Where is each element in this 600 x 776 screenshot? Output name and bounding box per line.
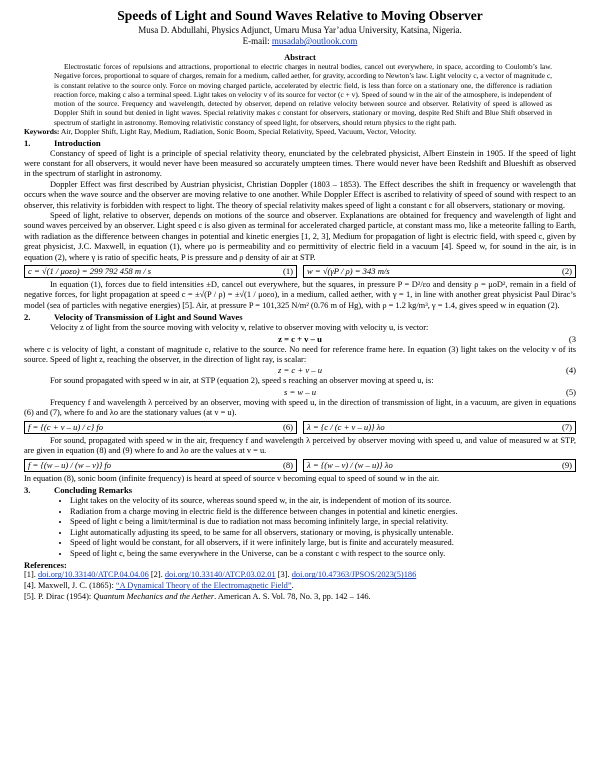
abstract-text: Electrostatic forces of repulsions and attractions, proportional to electric charges in neutral bodies, cancel out everywhere, in space, according to Coulomb’s law. Negative forces, proportional to square of charges, remain for a medium, called aether, for gravity, according to Newton’s law. Light velocity c, a vector of magnitude c, is constant relative to the source only. Force on moving charged particle, accelerated by electric field, is less than force on a stationary one, the difference is radiation reaction force, making c also a terminal speed. Light takes on velocity v of its source for vector (c + v). Speed of sound w in the air of the atmosphere, is independent of motion of the source. Frequency and wavelength, detected by observer, depend on relative velocity between source and observer. Relativity of speed is allowed as Doppler Shift in sound but denied in light waves. Special relativity makes c constant for observers, stationary or moving, despite Red Shift and Blue Shift observed in spectrum of starlight in astronomy. Removing relativistic constancy of speed light, for observers, should return physics to the right path. (54, 62, 552, 127)
reference-1-link[interactable]: doi.org/10.33140/ATCP.04.04.06 (37, 570, 149, 580)
remarks-list (24, 496, 576, 560)
list-item: • Light automatically adjusting its speed, to be same for all observers, stationary or moving, is physically untenable. (70, 528, 576, 539)
paragraph-6: where c is velocity of light, a constant of magnitude c, relative to the source. No need for reference frame here. In equation (3) light takes on the velocity v of its source. Speed of light z, reaching the observer, in the direction of light ray, is scalar: (24, 344, 576, 365)
equation-7-box (303, 421, 576, 434)
list-item: • Radiation from a charge moving in electric field is the difference between changes in potential and kinetic energies. (70, 507, 576, 518)
list-item: • Light takes on the velocity of its source, whereas sound speed w, in the air, is independent of motion of its source. (70, 496, 576, 507)
keywords-label: Keywords: (24, 127, 60, 137)
reference-2-number: [2]. (148, 570, 165, 580)
list-item: • Speed of light c, being the same everywhere in the Universe, can be a constant c with respect to the source only. (70, 549, 576, 560)
references-label: References (24, 560, 64, 571)
section-introduction-heading (24, 138, 576, 149)
equation-5: s = w – u (283, 386, 317, 397)
paragraph-2: Doppler Effect was first described by Austrian physicist, Christian Doppler (1803 – 1853). The Effect describes the shift in frequency or wavelength that occurs when the wave source and the observer are moving relative to one another. While Doppler Effect is ascribed to relativity of speed of sound with respect to an observer, this relativity is forbidden with respect to light. The theory of special relativity makes speed of light a constant c for all observers, stationary or moving. (24, 179, 576, 210)
paragraph-5: Velocity z of light from the source moving with velocity v, relative to observer moving with velocity u, is vector: (50, 323, 429, 333)
list-item: • Speed of light c being a limit/terminal is due to radiation not mass becoming infinitely large, in special relativity. (70, 517, 576, 528)
equation-2-number: (2) (561, 266, 572, 277)
paragraph-4: In equation (1), forces due to field intensities ±D, cancel out everywhere, but the squares, in pressure P = D²/εo and density ρ = μoD², remain in a field of negative forces, for light propagation at speed c = ±√(P / ρ) = ±√(1 / μoεo), in a medium, called aether, with γ = 1, in line with another great physicist Paul Dirac’s model (sea of particles with negative energies) [5]. Air, at pressure P = 101,325 N/m² (0.76 m of Hg), with ρ = 1.2 kg/m³, γ = 1.4, gives speed w in equation (2). (24, 280, 576, 310)
equation-row-1-2 (24, 265, 576, 278)
equation-8: f = {(w – u) / (w – v)} fo (28, 459, 112, 470)
equation-7: λ = {c / (c + v – u)} λo (307, 421, 385, 432)
keywords-line (24, 127, 576, 137)
keywords-text: Air, Doppler Shift, Light Ray, Medium, Radiation, Sonic Boom, Special Relativity, Speed, Vacuum, Vector, Velocity. (59, 127, 417, 137)
reference-3-number: [3]. (275, 570, 292, 580)
equation-7-number: (7) (561, 421, 572, 432)
list-item: • Speed of light would be constant, for all observers, if it were infinitely large, but is finite and accurately measured. (70, 538, 576, 549)
reference-line-4 (24, 581, 576, 592)
reference-line-5 (24, 592, 576, 603)
equation-3: z = c + v – u (278, 333, 322, 344)
reference-3-link[interactable]: doi.org/10.47363/JPSOS/2023(5)186 (291, 570, 417, 580)
equation-9-box (303, 459, 576, 472)
equation-2-box (303, 265, 576, 278)
equation-8-box (24, 459, 297, 472)
section-remarks-heading (24, 485, 576, 496)
paper-title: Speeds of Light and Sound Waves Relative to Moving Observer (117, 8, 483, 23)
equation-6-number: (6) (282, 421, 293, 432)
section-velocity-heading (24, 312, 576, 323)
equation-4-row (24, 365, 576, 376)
paragraph-9: For sound, propagated with speed w in the air, frequency f and wavelength λ perceived by observer moving with speed u, and value of measured w at STP, are given in equation (8) and (9) where fo and λo are the values at v = u. (24, 435, 576, 456)
equation-5-number: (5) (565, 386, 576, 397)
reference-4-link[interactable]: “A Dynamical Theory of the Electromagnetic Field” (115, 581, 292, 591)
equation-6: f = {(c + v – u) / c} fo (28, 421, 104, 432)
equation-row-8-9 (24, 459, 576, 472)
section-title: Introduction (54, 137, 101, 148)
reference-2-link[interactable]: doi.org/10.33140/ATCP.03.02.01 (164, 570, 276, 580)
equation-2: w = √(γP / ρ) = 343 m/s (307, 266, 390, 277)
paragraph-8: Frequency f and wavelength λ perceived by an observer, moving with speed u, in the direction of transmission of light, in a vacuum, are given in equations (6) and (7), where fo and λo are the stationary values (at v = u). (24, 397, 576, 418)
email-line (24, 36, 576, 47)
references-colon: : (63, 560, 67, 571)
reference-5-end: . American A. S. Vol. 78, No. 3, pp. 142 – 146. (214, 592, 371, 602)
section-title: Velocity of Transmission of Light and Sound Waves (54, 312, 243, 323)
reference-1-number: [1]. (24, 570, 38, 580)
equation-9-number: (9) (561, 459, 572, 470)
equation-5-row (24, 387, 576, 398)
equation-row-6-7 (24, 421, 576, 434)
paragraph-3: Speed of light, relative to observer, depends on motions of the source and observer. Explanations are obtained for frequency and wavelength of light and sound waves perceived by an observer. Light speed c is also given as terminal for accelerated charged particle, at constant mass mo, like a meteorite falling to Earth, with radiation as the difference between changes in potential and kinetic energies [1, 2, 3], Medium for propagation of light is electric field, with speed c, given by great physicist, J.C. Maxwell, in equation (1), where μo is permeability and εo permittivity of electric field in a vacuum [4]. Speed w, for sound in the air, is in equation (2), where γ is ratio of specific heats, P is pressure and ρ density of air at STP. (24, 211, 576, 262)
equation-1-number: (1) (282, 266, 293, 277)
equation-8-number: (8) (282, 459, 293, 470)
equation-6-box (24, 421, 297, 434)
equation-9: λ = {(w – v) / (w – u)} λo (307, 459, 393, 470)
section-title: Concluding Remarks (54, 484, 133, 495)
equation-4-number: (4) (565, 365, 576, 376)
email-label: E-mail: (242, 36, 272, 46)
section-number: 2. (24, 312, 31, 323)
equation-4: z = c + v – u (277, 365, 323, 376)
reference-5-title: Quantum Mechanics and the Aether (93, 592, 215, 602)
equation-1-box (24, 265, 297, 278)
reference-4-text: [4]. Maxwell, J. C. (1865): (24, 581, 116, 591)
reference-5-text: [5]. P. Dirac (1954): (24, 592, 94, 602)
section-number: 3. (24, 484, 31, 495)
references-heading (24, 560, 576, 570)
equation-3-number: (3 (568, 333, 576, 344)
abstract-heading: Abstract (284, 52, 316, 62)
equation-3-row (24, 334, 576, 345)
paragraph-10: In equation (8), sonic boom (infinite frequency) is heard at speed of source v becoming equal to speed of sound w in the air. (24, 473, 440, 483)
email-link[interactable]: musadab@outlook.com (271, 36, 358, 46)
equation-1: c = √(1 / μoεo) = 299 792 458 m / s (28, 266, 152, 277)
reference-4-end: . (291, 581, 294, 591)
paragraph-1: Constancy of speed of light is a principle of special relativity theory, enunciated by the celebrated physicist, Albert Einstein in 1905. If the speed of light were constant for all observers, it would never have been measured so accurately umpteen times. There would never have been Redshift and Blueshift as observed in the spectrum of starlight in astronomy. (24, 148, 576, 179)
reference-line-1-3 (24, 570, 576, 581)
author-byline: Musa D. Abdullahi, Physics Adjunct, Umaru Musa Yar’adua University, Katsina, Nigeria. (138, 25, 462, 35)
section-number: 1. (24, 137, 31, 148)
paragraph-7: For sound propagated with speed w in air, at STP (equation 2), speed s reaching an observer moving at speed u, is: (50, 376, 434, 386)
